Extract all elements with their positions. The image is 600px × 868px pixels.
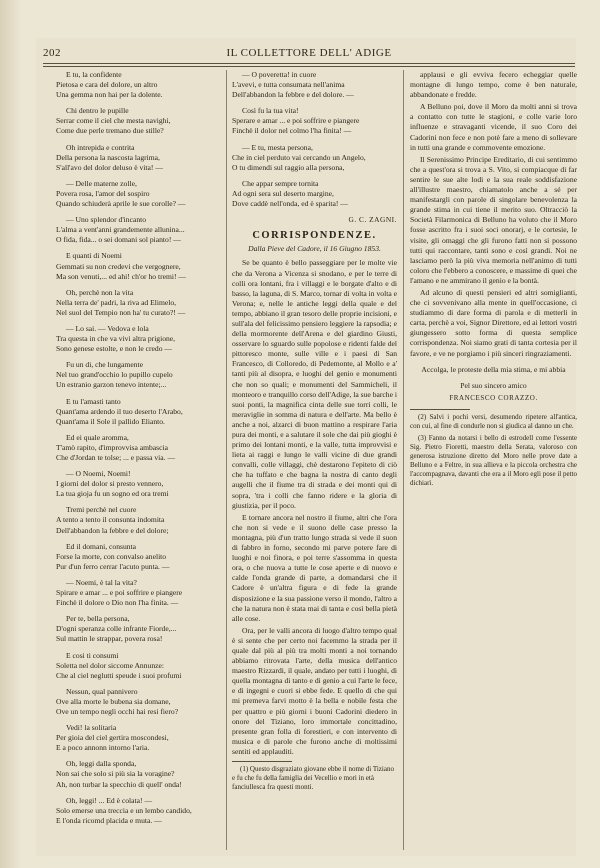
poem-line: Finchè il dolore o Dio non l'ha finita. — [56,598,179,608]
poem-line: Gemmati su non credevi che vergognere, [56,261,181,271]
poem-line: O fida, fida... o sei domani sol pianto! — [56,235,181,245]
poem-line: E quanti di Noemi [66,251,122,261]
poem-line: E l'onda ricomd placida e muta. — [56,815,162,825]
poem-stanza [232,70,397,100]
header-rule-thin [43,66,575,67]
poem-stanza [56,106,221,136]
poem-line: Un estranio garzon tenevo intente;... [56,380,167,390]
poem-stanza [56,288,221,318]
poem-line: — Delle materne zolle, [66,178,137,188]
poem-line: — Lo sai. — Vedova e lola [66,323,149,333]
paragraph: Il Serenissimo Principe Ereditario, di cui sentimmo che a quest'ora si trova a S. Vito, si compiacque di far sentire le sue alte lodi e la sua reale soddisfazione all'illustre maestro, chiamatolo anche a sé per manifestargli con parole di singolare benevolenza la grande stima in cui tiene il merito suo. Oltracciò la Società Filarmonica di Belluno ha voluto che il Moro fosse ascritto fra i suoi soci onorarj, e le cortesie, le visite, gli omaggi che gli furono fatti non si possono tutti qui raccontare, tanti sono e così grandi. Noi ne lasciamo però la più viva memoria nell'animo di tutti coloro che l'ebbero a conoscere, e massime di quei che l'amano e ne ammirano il genio e la bontà. [410,154,577,285]
footnote-rule [232,761,292,762]
column-separator-right [403,70,404,850]
poem-line: Nella terra de' padri, la riva ad Elimelo, [56,297,177,307]
poem-line: E tu l'amasti tanto [66,396,121,406]
poem-line: Della persona la nascosta lagrima, [56,152,160,162]
poem-line: Nessun, qual pannivero [66,686,138,696]
poem-line: Una gemma non hai per la dolente. [56,90,163,100]
poem-line: E a poco annonn intorno l'aria. [56,743,150,753]
poem-stanza [56,578,221,608]
poem-line: E tu, la confidente [66,70,122,79]
poem-line: Nel suol del Tempio non ha' tu curato?! — [56,307,186,317]
poem-line: Per te, bella persona, [66,614,130,624]
paragraph: Se be quanto è bello passeggiare per le molte vie che da Verona a Vicenza si snodano, e per le terre di colli ora lontani, fra i villaggi e le borgate d'alto e di basso, la laguna, di S. Marco, tornar di volta in volta e Verona; e, nelle le antiche leggi della quale e del tempo, abbiano il gran tesoro delle proprie incisioni, e sull'ala del felicissimo pensiero leggiere la rapsodia; e della mormorente dell'Arena e del giardino Giusti, osservare lo sguardo sulle popolose e ridenti falde del pittoresco monte, sulle ville e i paesi di San Francesco, di Colloredo, di Pedemonte, al Mollo e a' tanti più al disopra, e luoghi del genio e monumenti che non so quali; e monumenti del Sammicheli, il monteoro e tranquillo corso dell'Adige, la sue barche i suoi ponti, la magnifica cinta delle sue torri colli, le meraviglie in somma di natura e dell'arte. Ma bello è anche a noi, alzarci di buon mattino a respirare l'aria pura dei monti, e a salutare il sole che dai più gioghi è primo dei lontani monti, e la valle, tutta improvvisi e lieta ai raggi e lungo le valli vicine di due grandi convalli, colle villaggi, chè destarono l'epiteto di ciò che ha tuffato e che bagna la nostra di canto degli augelli che il fiume tra di strada e dei monti qui di sopra, 'tra i colli che fanno ridere e la gloria di giustizia, per il poco. [232,258,397,510]
header-rule [43,63,575,64]
poem-line: Sperare e amar ... e poi soffrire e piangere [232,116,360,126]
poem-line: Che d'Jordan te tolse; ... e passa via. — [56,453,176,462]
poem-line: Oh, leggi dalla sponda, [66,759,137,769]
poem-stanza [56,433,221,463]
poem-stanza [56,179,221,209]
dateline: Dalla Pieve del Cadore, il 16 Giugno 1853. [248,244,381,254]
poem-column-left [56,70,221,850]
poem-line: Pur d'un ferro cerrar l'acuto punta. — [56,561,170,571]
poem-stanza [56,723,221,753]
poem-signature: G. C. ZAGNI. [348,215,397,225]
poem-line: Pietosa e cara del dolore, un altro [56,80,158,90]
poem-line: Quando schiuderà aprile le sue corolle? — [56,199,186,209]
poem-line: L'avevi, e tutta consumata nell'anima [232,80,345,90]
poem-line: Oh, perchè non la vita [66,287,134,297]
poem-line: Per gioia del ciel gertira moscondesi, [56,733,169,743]
poem-line: Forse la morte, con convalso anelito [56,551,167,561]
poem-line: Ad ogni sera sul deserto margine, [232,188,334,198]
poem-line: Oh intrepida e contrita [66,142,135,152]
poem-line: Oh, leggi! ... Ed è colata! — [66,795,153,805]
poem-line: — Uno splendor d'incanto [66,215,147,225]
poem-line: O tu dimendi sul raggio alla persona, [232,162,345,172]
poem-line: Non sai che solo si più sia la voragine? [56,769,175,779]
poem-line: Soletta nel dolor siccome Annunze: [56,660,164,670]
poem-line: La tua gioja fu un sogno ed ora tremi [56,489,169,499]
poem-stanza [56,143,221,173]
page-spine [0,0,22,868]
writer-name: FRANCESCO CORAZZO. [449,393,538,402]
poem-stanza [56,505,221,535]
paragraph: A Belluno poi, dove il Moro da molti anni si trova a contatto con tutte le stagioni, e colle varie loro influenze e stravaganti vicende, il suo Coro dei Cadorini non fece e non potè fare a meno di sollevare in tutti una grande e commovente emozione. [410,102,577,152]
poem-line: Ma son venuti,... ed ahi! ch'or ho tremi! — [56,271,187,281]
column-separator-left [226,70,227,850]
poem-line: Finchè il dolor nel colmo l'ha finita! — [232,126,352,136]
poem-stanza [56,469,221,499]
poem-stanza [56,251,221,281]
footnote: (3) Fanno da notarsi i bello di estrodell come l'essente Sig. Pietro Fioretti, maestro della Serata, valoroso con generosa istruzione diretto del Moro nelle prove date a Belluno e a Feltre, in sua allieva e la piccola orchestra che l'accompagnava, davanti che era a il Moro egli pose il petto dichiarì. [410,433,577,487]
poem-line: Dell'abbandon la febbre e del dolore; [56,525,169,535]
poem-ending [232,70,397,209]
poem-stanza [56,796,221,826]
poem-line: Dell'abbandon la febbre e del dolore. — [232,90,354,100]
poem-stanza [232,106,397,136]
poem-line: Vedi! la solitaria [66,723,117,733]
poem-line: Che appar sempre tornita [242,178,319,188]
poem-line: Chi dentro le pupille [66,106,129,116]
closing-formula: Accolga, le proteste della mia stima, e mi abbia [421,364,566,374]
poem-line: Che al ciel neglutti speude i suoi profumi [56,670,182,680]
poem-stanza [56,687,221,717]
poem-stanza [56,70,221,100]
center-column [232,70,397,850]
poem-line: Così fu la tua vita! [242,106,299,116]
poem-line: Ove un tempo negli occhi hai resi fiero? [56,706,179,716]
page-header [43,47,575,63]
poem-stanza [56,397,221,427]
poem-line: Ah, non turbar la specchio di quell' onda! [56,779,182,789]
poem-line: Solo emerse una treccia e un lembo candido, [56,805,192,815]
poem-line: — E tu, mesta persona, [242,142,313,152]
paragraph: Ad alcuno di questi pensieri ed altri somiglianti, che ci sovvenivano alla mente in quell'occasione, ci studiammo di dare forma di parola e di metterli in carta, perchè a voi, Signor Direttore, ed ai lettori vostri giungessero sotto forma di questa semplice corrispondenza. Noi siamo grati di tanta cortesia per il favore, e ve ne porgiamo i più sinceri ringraziamenti. [410,287,577,358]
poem-line: I giorni del dolor si presto vennero, [56,479,164,489]
poem-line: Povera rosa, l'amor del sospiro [56,188,150,198]
footnote-rule [410,409,470,410]
poem-stanza [232,143,397,173]
poem-line: D'ogni speranza colle infrante Fiorde,... [56,624,177,634]
poem-stanza [56,759,221,789]
poem-line: T'amò rapito, d'improvvisa ambascia [56,442,168,452]
journal-title: IL COLLETTORE DELL' ADIGE [226,47,392,59]
paragraph: applausi e gli evviva fecero echeggiar quelle montagne di lungo tempo, come è ben naturale, abbandonate e fredde. [410,70,577,100]
poem-line: Quant'ama ardendo il tuo deserto l'Arabo, [56,406,183,416]
poem-stanza [56,651,221,681]
poem-line: Tremi perchè nel cuore [66,505,137,515]
footnote: (1) Questo disgraziato giovane ebbe il nome di Tiziano e fu che fu della famiglia dei Vecellio e mori in età fanciullesca fra questi monti. [232,765,394,791]
poem-stanza [56,215,221,245]
page-number: 202 [43,47,61,59]
closing-sub: Pel suo sincero amico [460,380,527,390]
correspondence-continued [410,70,577,359]
poem-line: Fu un di, che lungamente [66,360,143,370]
poem-line: Sono genese estolte, e non le credo — [56,344,172,354]
correspondence-text [232,258,397,757]
paragraph: Ora, per le valli ancora di luogo d'altro tempo qual è si sente che per certo noi facemmo la strada per il quale dal più al più tra molti monti a noi tornando abbiamo ritrovata l'arte, della musica dell'antico maestro Rizzardi, il quale, andato per tutti i luoghi, di quella montagna di tanto e di genio a cui l'arte le fece, e di ingegni e cuori si ebbe fede. E quello di che qui mi premeva farvi motto è la bella e nobile festa che per quattro e più giorni i buoni Cadorini diedero in onore del Tiziano, loro immortale concittadino, presente gran folla di forestieri, e con intervento di musica e di parole che furono anche di moltissimi sentiti ed applauditi. [232,625,397,756]
poem-line: S'all'avo del dolor deluso è vita! — [56,162,163,172]
poem-line: Sul mattin le strappar, povera rosa! [56,634,163,644]
footnotes [410,413,577,488]
section-title: CORRISPONDENZE. [252,230,377,242]
poem-line: — Noemi, è tal la vita? [66,577,137,587]
poem-line: A tento a tento il consunta indomita [56,515,165,525]
poem-line: Come due perle tremano due stille? [56,126,164,136]
paragraph: E tornare ancora nel nostro il fiume, altri che l'ora che non si vede e il suono delle case presso la montagna, più d'un tratto lungo strada si vede il suon di fabbro in forno, secondo mi parve potere fare di luoghi e noi finora, e poi terre s'assomma in questa ora, o che nuova a tutte le cose aperte e di nuovo e calde l'onda grande di parte, a domandarsi che il Cadore è un'altra figura e di fede la grande disposizione e la sua passione verso il mondo, l'altro a che la natura non è stata mai di tanta e così bella pietà alle cose. [232,512,397,623]
poem-stanza [232,179,397,209]
poem-line: Tra questa in che va vivi altra prigione, [56,334,176,344]
poem-line: Nel tuo grand'occhio lo pupillo cupelo [56,370,173,380]
poem-stanza [56,360,221,390]
poem-line: Ed ei quale aromma, [66,432,129,442]
poem-stanza [56,614,221,644]
poem-stanza [56,324,221,354]
poem-line: Serrar come il ciel che mesta navighi, [56,116,171,126]
poem-line: L'alma a vent'anni grandemente allunina... [56,225,185,235]
poem-line: Ed il domani, consunta [66,541,137,551]
right-column [410,70,577,850]
poem-line: Che in ciel perduto vai cercando un Angelo, [232,152,366,162]
poem-line: — O Noemi, Noemi! [66,469,131,479]
poem-line: Ove alla morte le bubena sia domane, [56,696,171,706]
poem-line: Dove caddè nell'onda, ed è sparita! — [232,199,348,209]
poem-line: Spirare e amar ... e poi soffrire e piangere [56,588,183,598]
poem-stanza [56,542,221,572]
footnote: (2) Salvi i pochi versi, desumendo ripetere all'antica, con cui, al fine di condurle non si giudica al danno un che. [410,412,577,430]
poem-line: Quant'ama il Sole il pallido Elianto. [56,416,165,426]
poem-line: E cosi ti consumi [66,650,119,660]
poem-line: — O poveretta! in cuore [242,70,317,79]
